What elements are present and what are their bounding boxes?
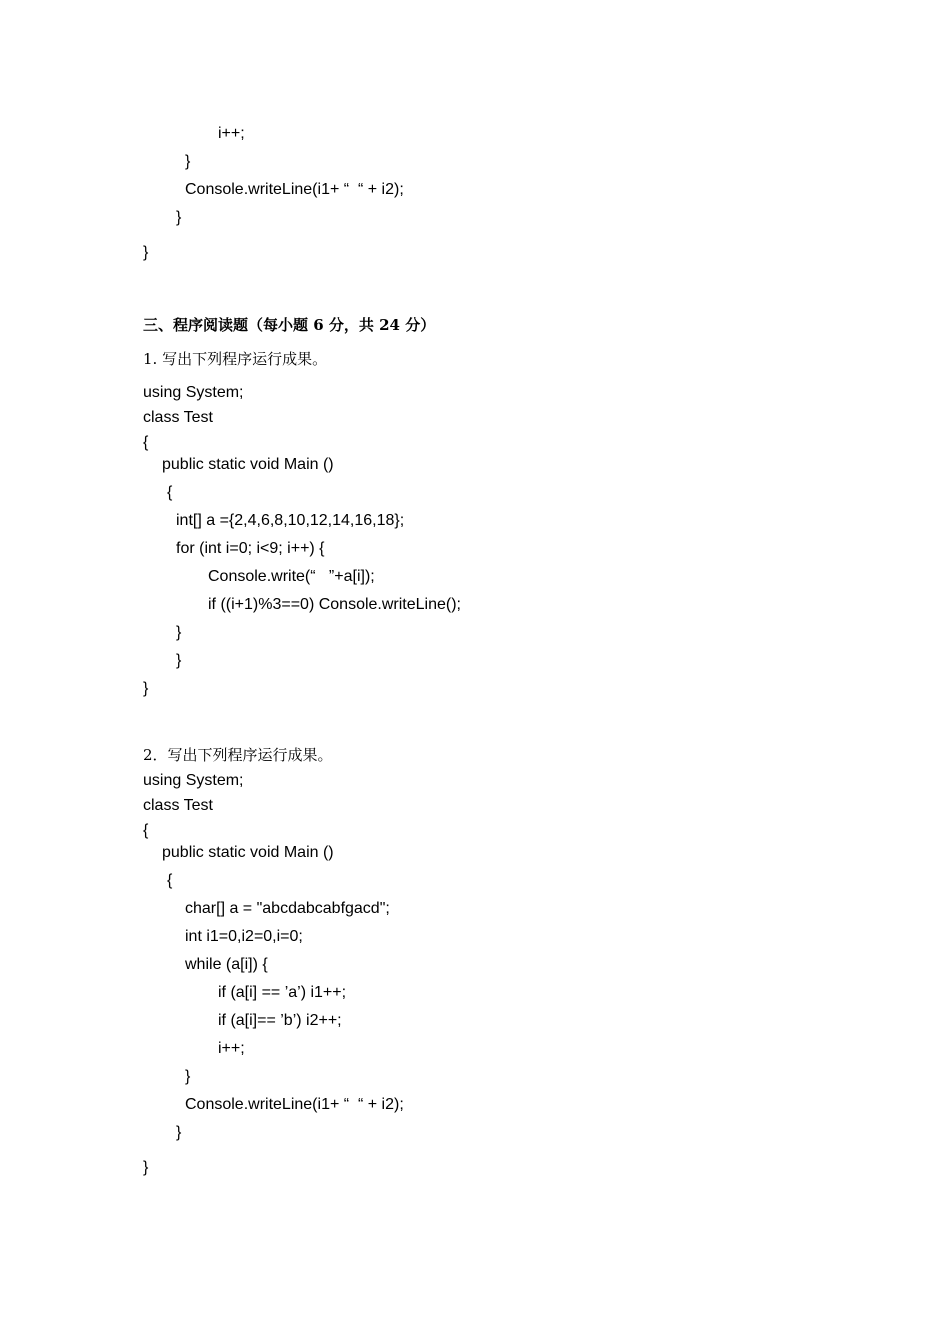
code-line: if (a[i] == ’a’) i1++; [218, 984, 347, 1001]
code-line: int[] a ={2,4,6,8,10,12,14,16,18}; [176, 512, 405, 529]
code-line: Console.write(“ ”+a[i]); [208, 568, 375, 585]
code-line: Console.writeLine(i1+ “ “ + i2); [185, 181, 404, 198]
code-line: for (int i=0; i<9; i++) { [176, 540, 325, 557]
code-line: } [176, 652, 182, 669]
code-line: while (a[i]) { [185, 956, 268, 973]
code-line: } [176, 624, 182, 641]
code-line: } [185, 153, 191, 170]
code-line: char[] a = "abcdabcabfgacd"; [185, 900, 390, 917]
code-line: Console.writeLine(i1+ “ “ + i2); [185, 1096, 404, 1113]
code-line: { [143, 434, 149, 451]
code-line: i++; [218, 125, 245, 142]
code-line: if (a[i]== ’b’) i2++; [218, 1012, 342, 1029]
code-line: public static void Main () [162, 844, 334, 861]
code-line: int i1=0,i2=0,i=0; [185, 928, 303, 945]
section-heading: 三、程序阅读题（每小题 6 分，共 24 分） [143, 316, 436, 334]
code-line: i++; [218, 1040, 245, 1057]
code-line: class Test [143, 797, 213, 814]
code-line: } [143, 1159, 149, 1176]
code-line: using System; [143, 384, 244, 401]
code-line: } [185, 1068, 191, 1085]
question-prompt: 1. 写出下列程序运行成果。 [143, 350, 328, 368]
code-line: public static void Main () [162, 456, 334, 473]
code-line: { [167, 872, 173, 889]
code-line: class Test [143, 409, 213, 426]
question-prompt: 2．写出下列程序运行成果。 [143, 746, 333, 764]
code-line: { [167, 484, 173, 501]
code-line: } [176, 1124, 182, 1141]
code-line: } [143, 680, 149, 697]
code-line: { [143, 822, 149, 839]
code-line: if ((i+1)%3==0) Console.writeLine(); [208, 596, 461, 613]
code-line: using System; [143, 772, 244, 789]
code-line: } [176, 209, 182, 226]
code-line: } [143, 244, 149, 261]
